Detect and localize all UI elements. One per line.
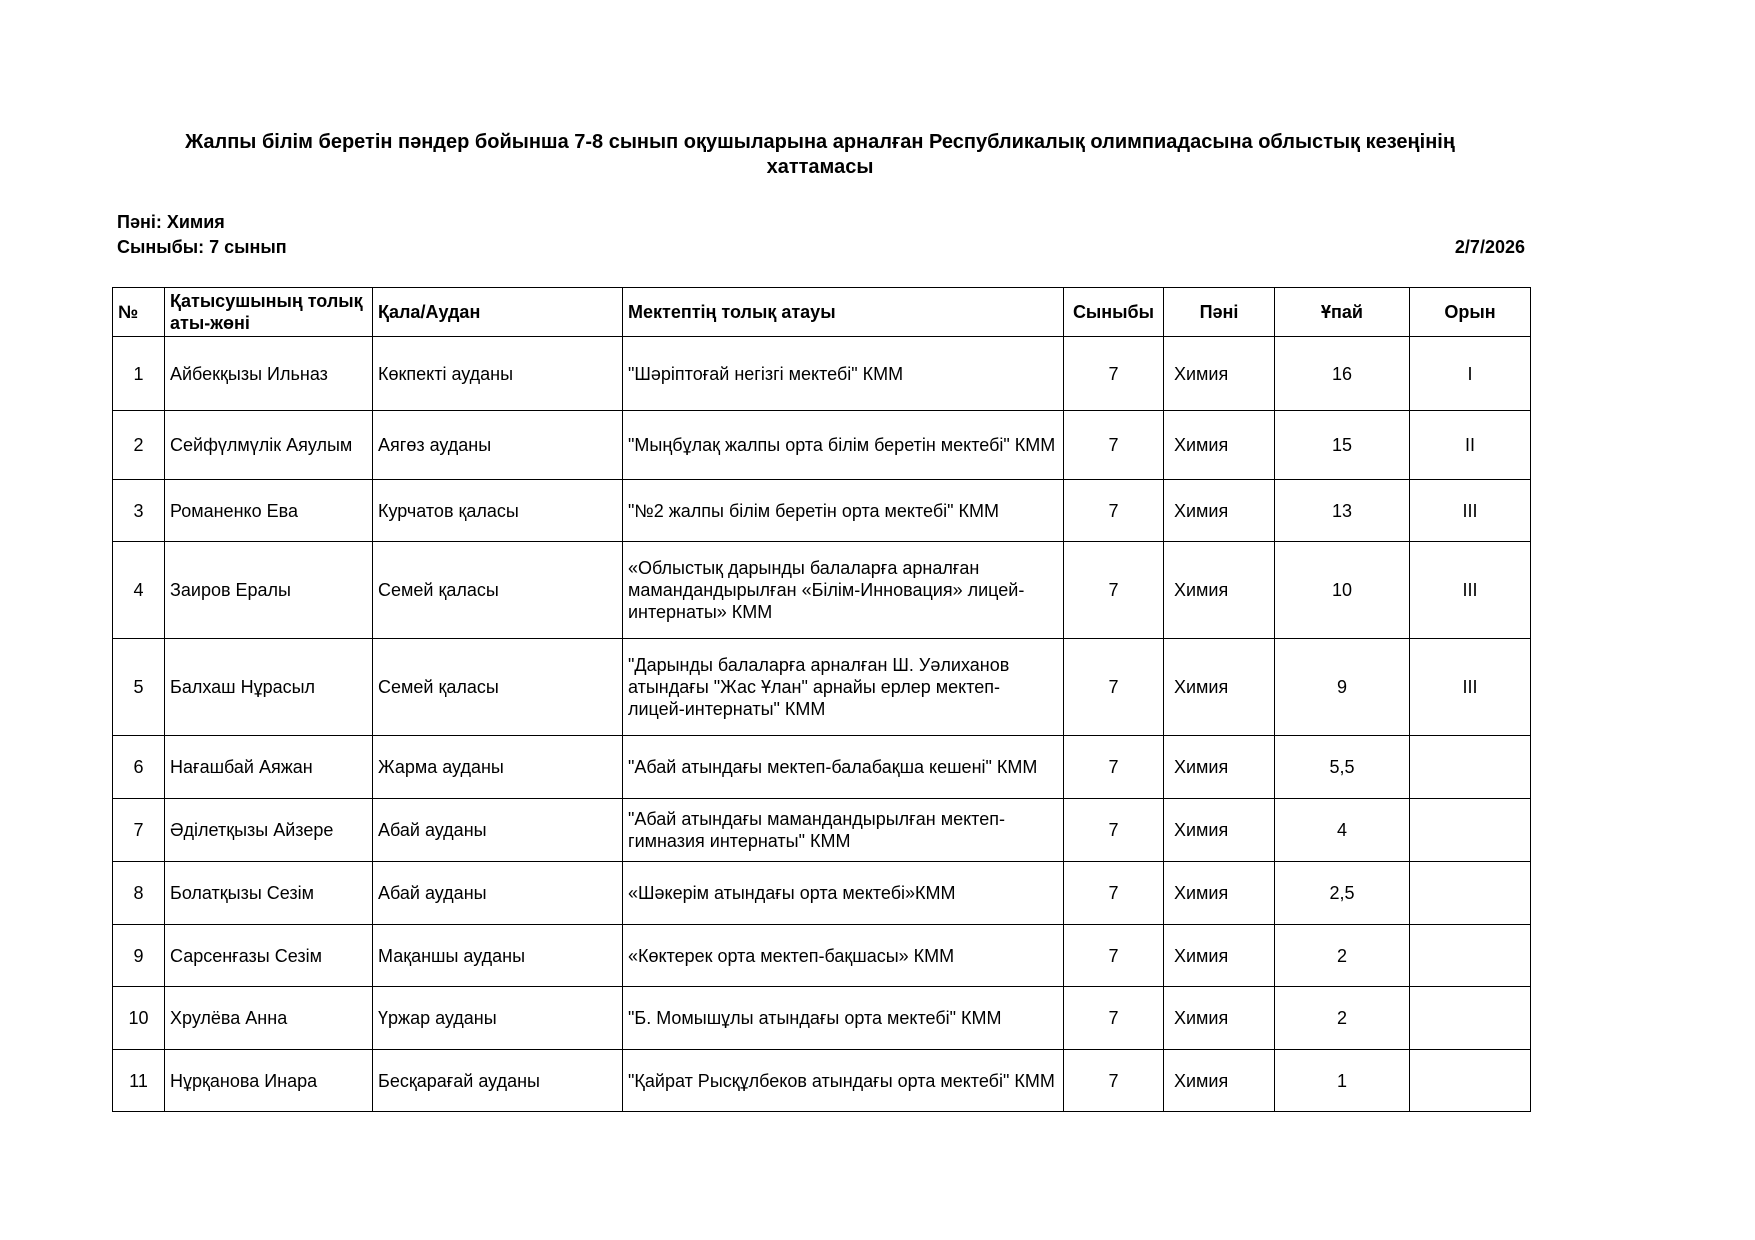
participant-name-cell: Балхаш Нұрасыл bbox=[165, 639, 373, 736]
school-name-cell: "Б. Момышұлы атындағы орта мектебі" КММ bbox=[623, 987, 1064, 1050]
score-cell: 16 bbox=[1275, 337, 1410, 411]
school-name-cell: "Шәріптоғай негізгі мектебі" КММ bbox=[623, 337, 1064, 411]
district-cell: Көкпекті ауданы bbox=[373, 337, 623, 411]
subject-cell: Химия bbox=[1164, 1050, 1275, 1112]
grade-cell: 7 bbox=[1064, 480, 1164, 542]
place-cell: II bbox=[1410, 411, 1531, 480]
subject-cell: Химия bbox=[1164, 799, 1275, 862]
score-cell: 5,5 bbox=[1275, 736, 1410, 799]
place-cell: III bbox=[1410, 542, 1531, 639]
school-name-cell: "Абай атындағы мамандандырылған мектеп-гимназия интернаты" КММ bbox=[623, 799, 1064, 862]
score-cell: 2 bbox=[1275, 987, 1410, 1050]
school-name-cell: "Қайрат Рысқұлбеков атындағы орта мектебі" КММ bbox=[623, 1050, 1064, 1112]
row-number-cell: 8 bbox=[113, 862, 165, 925]
district-cell: Жарма ауданы bbox=[373, 736, 623, 799]
subject-line: Пәні: Химия bbox=[117, 212, 225, 232]
grade-cell: 7 bbox=[1064, 1050, 1164, 1112]
header-subject: Пәні bbox=[1164, 288, 1275, 337]
table-row bbox=[113, 925, 1531, 987]
school-name-cell: "Дарынды балаларға арналған Ш. Уәлиханов атындағы "Жас Ұлан" арнайы ерлер мектеп- лицей-интернаты" КММ bbox=[623, 639, 1064, 736]
participant-name-cell: Нұрқанова Инара bbox=[165, 1050, 373, 1112]
score-cell: 13 bbox=[1275, 480, 1410, 542]
participant-name-cell: Болатқызы Сезім bbox=[165, 862, 373, 925]
row-number-cell: 1 bbox=[113, 337, 165, 411]
grade-cell: 7 bbox=[1064, 411, 1164, 480]
header-place: Орын bbox=[1410, 288, 1531, 337]
district-cell: Үржар ауданы bbox=[373, 987, 623, 1050]
table-row bbox=[113, 337, 1531, 411]
score-cell: 9 bbox=[1275, 639, 1410, 736]
header-score: Ұпай bbox=[1275, 288, 1410, 337]
district-cell: Бесқарағай ауданы bbox=[373, 1050, 623, 1112]
header-grade: Сыныбы bbox=[1064, 288, 1164, 337]
grade-cell: 7 bbox=[1064, 337, 1164, 411]
header-district: Қала/Аудан bbox=[373, 288, 623, 337]
school-name-cell: "Мыңбұлақ жалпы орта білім беретін мектебі" КММ bbox=[623, 411, 1064, 480]
school-name-cell: «Облыстық дарынды балаларға арналған мамандандырылған «Білім-Инновация» лицей-интернаты» КММ bbox=[623, 542, 1064, 639]
district-cell: Абай ауданы bbox=[373, 799, 623, 862]
document-date: 2/7/2026 bbox=[1454, 237, 1525, 257]
district-cell: Семей қаласы bbox=[373, 639, 623, 736]
score-cell: 2,5 bbox=[1275, 862, 1410, 925]
header-no: № bbox=[113, 288, 165, 337]
header-row bbox=[113, 288, 1531, 337]
participant-name-cell: Сейфүлмүлік Аяулым bbox=[165, 411, 373, 480]
grade-cell: 7 bbox=[1064, 639, 1164, 736]
subject-cell: Химия bbox=[1164, 987, 1275, 1050]
place-cell bbox=[1410, 862, 1531, 925]
subject-cell: Химия bbox=[1164, 862, 1275, 925]
grade-cell: 7 bbox=[1064, 862, 1164, 925]
table-row bbox=[113, 987, 1531, 1050]
participant-name-cell: Нағашбай Аяжан bbox=[165, 736, 373, 799]
place-cell bbox=[1410, 925, 1531, 987]
subject-cell: Химия bbox=[1164, 337, 1275, 411]
school-name-cell: «Көктерек орта мектеп-бақшасы» КММ bbox=[623, 925, 1064, 987]
table-row bbox=[113, 1050, 1531, 1112]
table-row bbox=[113, 736, 1531, 799]
district-cell: Абай ауданы bbox=[373, 862, 623, 925]
table-row bbox=[113, 480, 1531, 542]
grade-cell: 7 bbox=[1064, 736, 1164, 799]
district-cell: Семей қаласы bbox=[373, 542, 623, 639]
grade-cell: 7 bbox=[1064, 542, 1164, 639]
row-number-cell: 3 bbox=[113, 480, 165, 542]
grade-line: Сыныбы: 7 сынып bbox=[117, 237, 287, 257]
participant-name-cell: Романенко Ева bbox=[165, 480, 373, 542]
school-name-cell: «Шәкерім атындағы орта мектебі»КММ bbox=[623, 862, 1064, 925]
table-row bbox=[113, 799, 1531, 862]
table-row bbox=[113, 862, 1531, 925]
row-number-cell: 11 bbox=[113, 1050, 165, 1112]
participant-name-cell: Хрулёва Анна bbox=[165, 987, 373, 1050]
table-row bbox=[113, 542, 1531, 639]
participant-name-cell: Сарсенғазы Сезім bbox=[165, 925, 373, 987]
place-cell: I bbox=[1410, 337, 1531, 411]
row-number-cell: 6 bbox=[113, 736, 165, 799]
score-cell: 2 bbox=[1275, 925, 1410, 987]
subject-cell: Химия bbox=[1164, 480, 1275, 542]
row-number-cell: 9 bbox=[113, 925, 165, 987]
table-row bbox=[113, 411, 1531, 480]
score-cell: 15 bbox=[1275, 411, 1410, 480]
grade-cell: 7 bbox=[1064, 987, 1164, 1050]
district-cell: Мақаншы ауданы bbox=[373, 925, 623, 987]
subject-cell: Химия bbox=[1164, 411, 1275, 480]
header-school: Мектептің толық атауы bbox=[623, 288, 1064, 337]
participant-name-cell: Айбекқызы Ильназ bbox=[165, 337, 373, 411]
place-cell: III bbox=[1410, 639, 1531, 736]
table-row bbox=[113, 639, 1531, 736]
subject-cell: Химия bbox=[1164, 925, 1275, 987]
participant-name-cell: Заиров Ералы bbox=[165, 542, 373, 639]
school-name-cell: "Абай атындағы мектеп-балабақша кешені" КММ bbox=[623, 736, 1064, 799]
score-cell: 10 bbox=[1275, 542, 1410, 639]
results-table bbox=[112, 287, 1531, 1112]
place-cell: III bbox=[1410, 480, 1531, 542]
row-number-cell: 7 bbox=[113, 799, 165, 862]
grade-cell: 7 bbox=[1064, 925, 1164, 987]
subject-cell: Химия bbox=[1164, 542, 1275, 639]
district-cell: Курчатов қаласы bbox=[373, 480, 623, 542]
participant-name-cell: Әділетқызы Айзере bbox=[165, 799, 373, 862]
place-cell bbox=[1410, 1050, 1531, 1112]
row-number-cell: 4 bbox=[113, 542, 165, 639]
subject-cell: Химия bbox=[1164, 639, 1275, 736]
grade-cell: 7 bbox=[1064, 799, 1164, 862]
score-cell: 1 bbox=[1275, 1050, 1410, 1112]
place-cell bbox=[1410, 799, 1531, 862]
score-cell: 4 bbox=[1275, 799, 1410, 862]
district-cell: Аягөз ауданы bbox=[373, 411, 623, 480]
row-number-cell: 2 bbox=[113, 411, 165, 480]
header-name: Қатысушының толық аты-жөні bbox=[165, 288, 373, 337]
row-number-cell: 10 bbox=[113, 987, 165, 1050]
school-name-cell: "№2 жалпы білім беретін орта мектебі" КММ bbox=[623, 480, 1064, 542]
row-number-cell: 5 bbox=[113, 639, 165, 736]
document-title: Жалпы білім беретін пәндер бойынша 7-8 сынып оқушыларына арналған Республикалық олимпиадасына облыстық кезеңінің хаттамасы bbox=[185, 131, 1455, 178]
place-cell bbox=[1410, 736, 1531, 799]
subject-cell: Химия bbox=[1164, 736, 1275, 799]
place-cell bbox=[1410, 987, 1531, 1050]
